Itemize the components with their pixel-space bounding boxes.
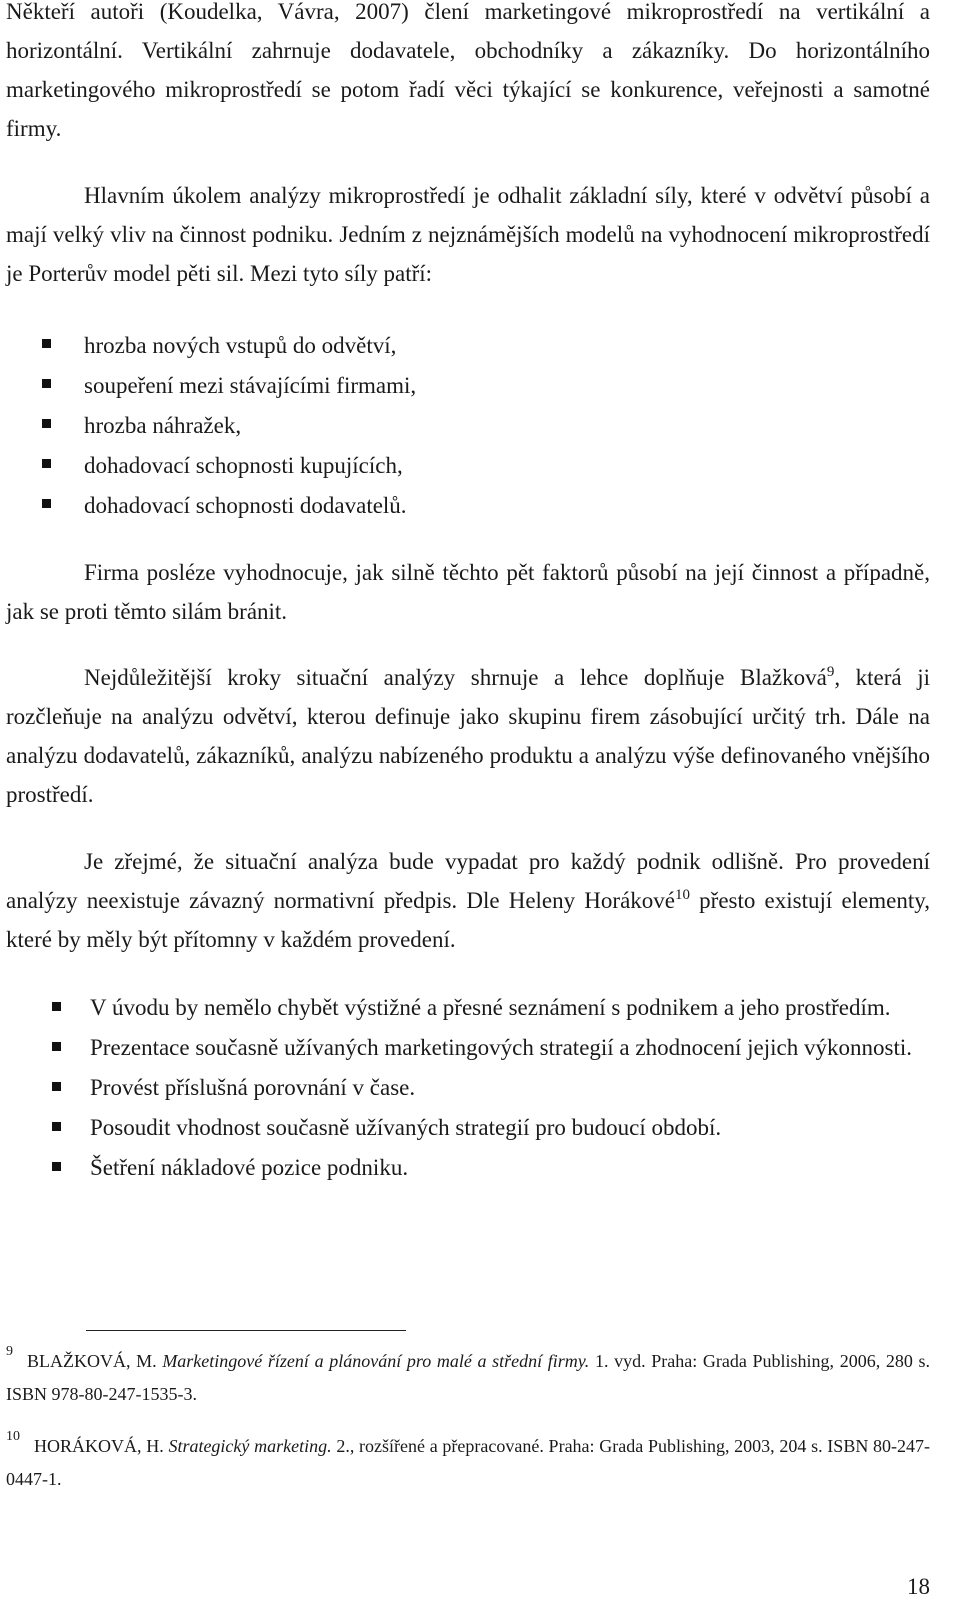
page-number: 18 bbox=[907, 1574, 930, 1599]
list-item: Šetření nákladové pozice podniku. bbox=[6, 1148, 930, 1188]
list-item: Posoudit vhodnost současně užívaných strategií pro budoucí období. bbox=[6, 1108, 930, 1148]
square-bullet-icon bbox=[52, 1042, 61, 1051]
list-item: hrozba nových vstupů do odvětví, bbox=[6, 326, 930, 366]
footnote-publication: 1. vyd. Praha: Grada Publishing, 2006, 280 s. ISBN 978-80-247-1535-3. bbox=[6, 1351, 931, 1404]
footnote-title: Marketingové řízení a plánování pro malé a střední firmy. bbox=[162, 1351, 590, 1371]
list-item: soupeření mezi stávajícími firmami, bbox=[6, 366, 930, 406]
paragraph-horakova: Je zřejmé, že situační analýza bude vypadat pro každý podnik odlišně. Pro provedení analýzy neexistuje závazný normativní předpis. Dle Heleny Horákové$^{10}$ přesto existují elementy, které by měly být přítomny v každém provedení. bbox=[6, 849, 930, 952]
footnote-author: HORÁKOVÁ, H. bbox=[34, 1436, 164, 1456]
square-bullet-icon bbox=[52, 1002, 61, 1011]
paragraph-porter-intro: Hlavním úkolem analýzy mikroprostředí je odhalit základní síly, které v odvětví působí a mají velký vliv na činnost podniku. Jedním z nejznámějších modelů na vyhodnocení mikroprostředí je Porterův model pěti sil. Mezi tyto síly patří: bbox=[6, 183, 930, 286]
square-bullet-icon bbox=[42, 339, 51, 348]
footnote-9 bbox=[6, 1345, 930, 1411]
list-item: V úvodu by nemělo chybět výstižné a přesné seznámení s podnikem a jeho prostředím. bbox=[6, 988, 930, 1028]
footnote-title: Strategický marketing. bbox=[168, 1436, 332, 1456]
footnote-ref-10[interactable]: 10 bbox=[675, 887, 690, 903]
square-bullet-icon bbox=[42, 419, 51, 428]
footnote-author: BLAŽKOVÁ, M. bbox=[27, 1351, 157, 1371]
footnote-separator bbox=[86, 1330, 406, 1331]
footnote-number: 10 bbox=[6, 1429, 20, 1444]
list-item: dohadovací schopnosti dodavatelů. bbox=[6, 486, 930, 526]
footnote-number: 9 bbox=[6, 1344, 13, 1359]
footnote-publication: 2., rozšířené a přepracované. Praha: Grada Publishing, 2003, 204 s. ISBN 80-247-0447-1. bbox=[6, 1436, 931, 1489]
square-bullet-icon bbox=[52, 1082, 61, 1091]
analysis-elements-list bbox=[6, 988, 930, 1188]
list-item: dohadovací schopnosti kupujících, bbox=[6, 446, 930, 486]
square-bullet-icon bbox=[52, 1162, 61, 1171]
paragraph-evaluation: Firma posléze vyhodnocuje, jak silně těchto pět faktorů působí na její činnost a případně, jak se proti těmto silám bránit. bbox=[6, 560, 930, 624]
square-bullet-icon bbox=[52, 1122, 61, 1131]
paragraph-blazkova: Nejdůležitější kroky situační analýzy shrnuje a lehce doplňuje Blažková$^9$, která ji rozčleňuje na analýzu odvětví, kterou definuje jako skupinu firem zásobující určitý trh. Dále na analýzu dodavatelů, zákazníků, analýzu nabízeného produktu a analýzu výše definovaného vnějšího prostředí. bbox=[6, 664, 930, 807]
square-bullet-icon bbox=[42, 459, 51, 468]
list-item: Prezentace současně užívaných marketingových strategií a zhodnocení jejich výkonnosti. bbox=[6, 1028, 930, 1068]
list-item: hrozba náhražek, bbox=[6, 406, 930, 446]
square-bullet-icon bbox=[42, 379, 51, 388]
footnote-10 bbox=[6, 1430, 930, 1496]
footnote-ref-9[interactable]: 9 bbox=[826, 664, 835, 680]
list-item: Provést příslušná porovnání v čase. bbox=[6, 1068, 930, 1108]
paragraph-micro-environment: Někteří autoři (Koudelka, Vávra, 2007) člení marketingové mikroprostředí na vertikální a horizontální. Vertikální zahrnuje dodavatele, obchodníky a zákazníky. Do horizontálního marketingového mikroprostředí se potom řadí věci týkající se konkurence, veřejnosti a samotné firmy. bbox=[6, 0, 930, 141]
square-bullet-icon bbox=[42, 499, 51, 508]
porter-forces-list bbox=[6, 326, 930, 526]
